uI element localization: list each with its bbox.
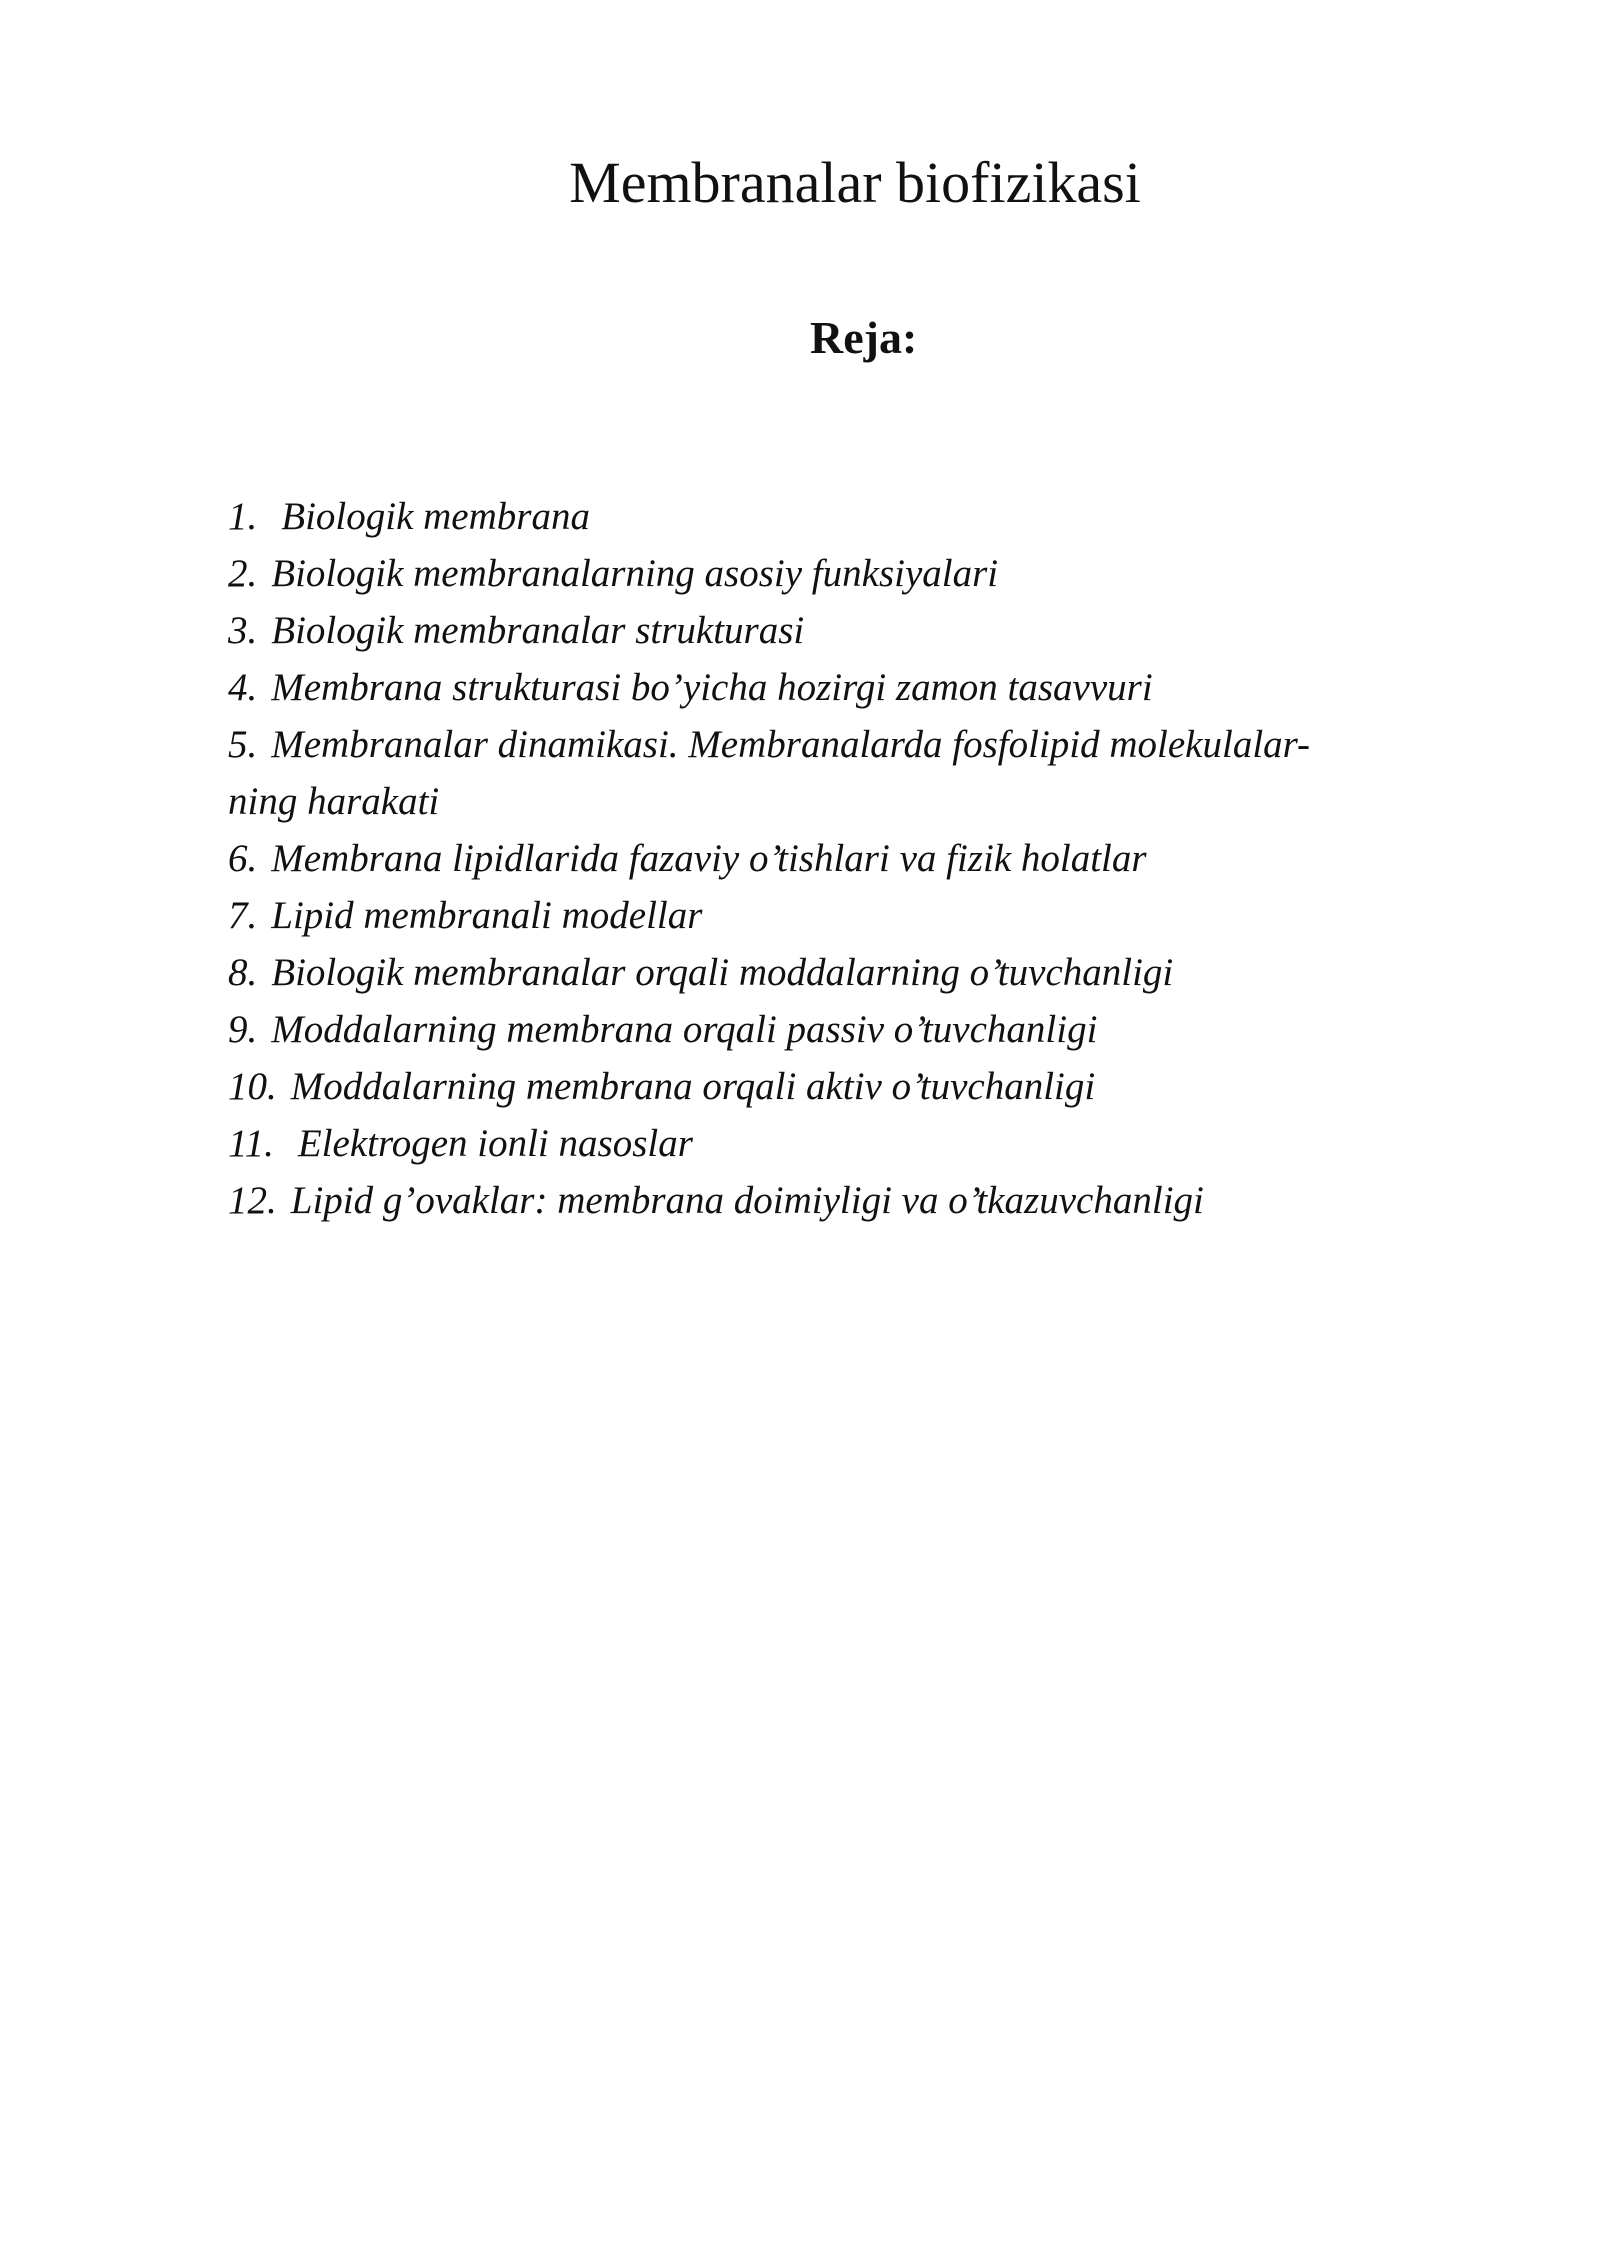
plan-item: 11. Elektrogen ionli nasoslar — [228, 1122, 693, 1165]
plan-item: 1. Biologik membrana — [228, 495, 590, 538]
plan-item: 8. Biologik membranalar orqali moddalarning o’tuvchanligi — [228, 951, 1174, 994]
plan-item: 5. Membranalar dinamikasi. Membranalarda fosfolipid molekulalar- ning harakati — [228, 723, 1311, 823]
plan-item: 7. Lipid membranali modellar — [228, 894, 703, 937]
plan-list — [228, 488, 1458, 1229]
plan-item: 6. Membrana lipidlarida fazaviy o’tishlari va fizik holatlar — [228, 837, 1147, 880]
plan-item: 2. Biologik membranalarning asosiy funksiyalari — [228, 552, 999, 595]
plan-item: 10. Moddalarning membrana orqali aktiv o’tuvchanligi — [228, 1065, 1096, 1108]
plan-item: 9. Moddalarning membrana orqali passiv o’tuvchanligi — [228, 1008, 1098, 1051]
plan-item: 3. Biologik membranalar strukturasi — [228, 609, 805, 652]
plan-item: 4. Membrana strukturasi bo’yicha hozirgi zamon tasavvuri — [228, 666, 1153, 709]
plan-item: 12. Lipid g’ovaklar: membrana doimiyligi va o’tkazuvchanligi — [228, 1179, 1204, 1222]
document-title: Membranalar biofizikasi — [569, 150, 1141, 215]
plan-heading: Reja: — [810, 312, 918, 363]
